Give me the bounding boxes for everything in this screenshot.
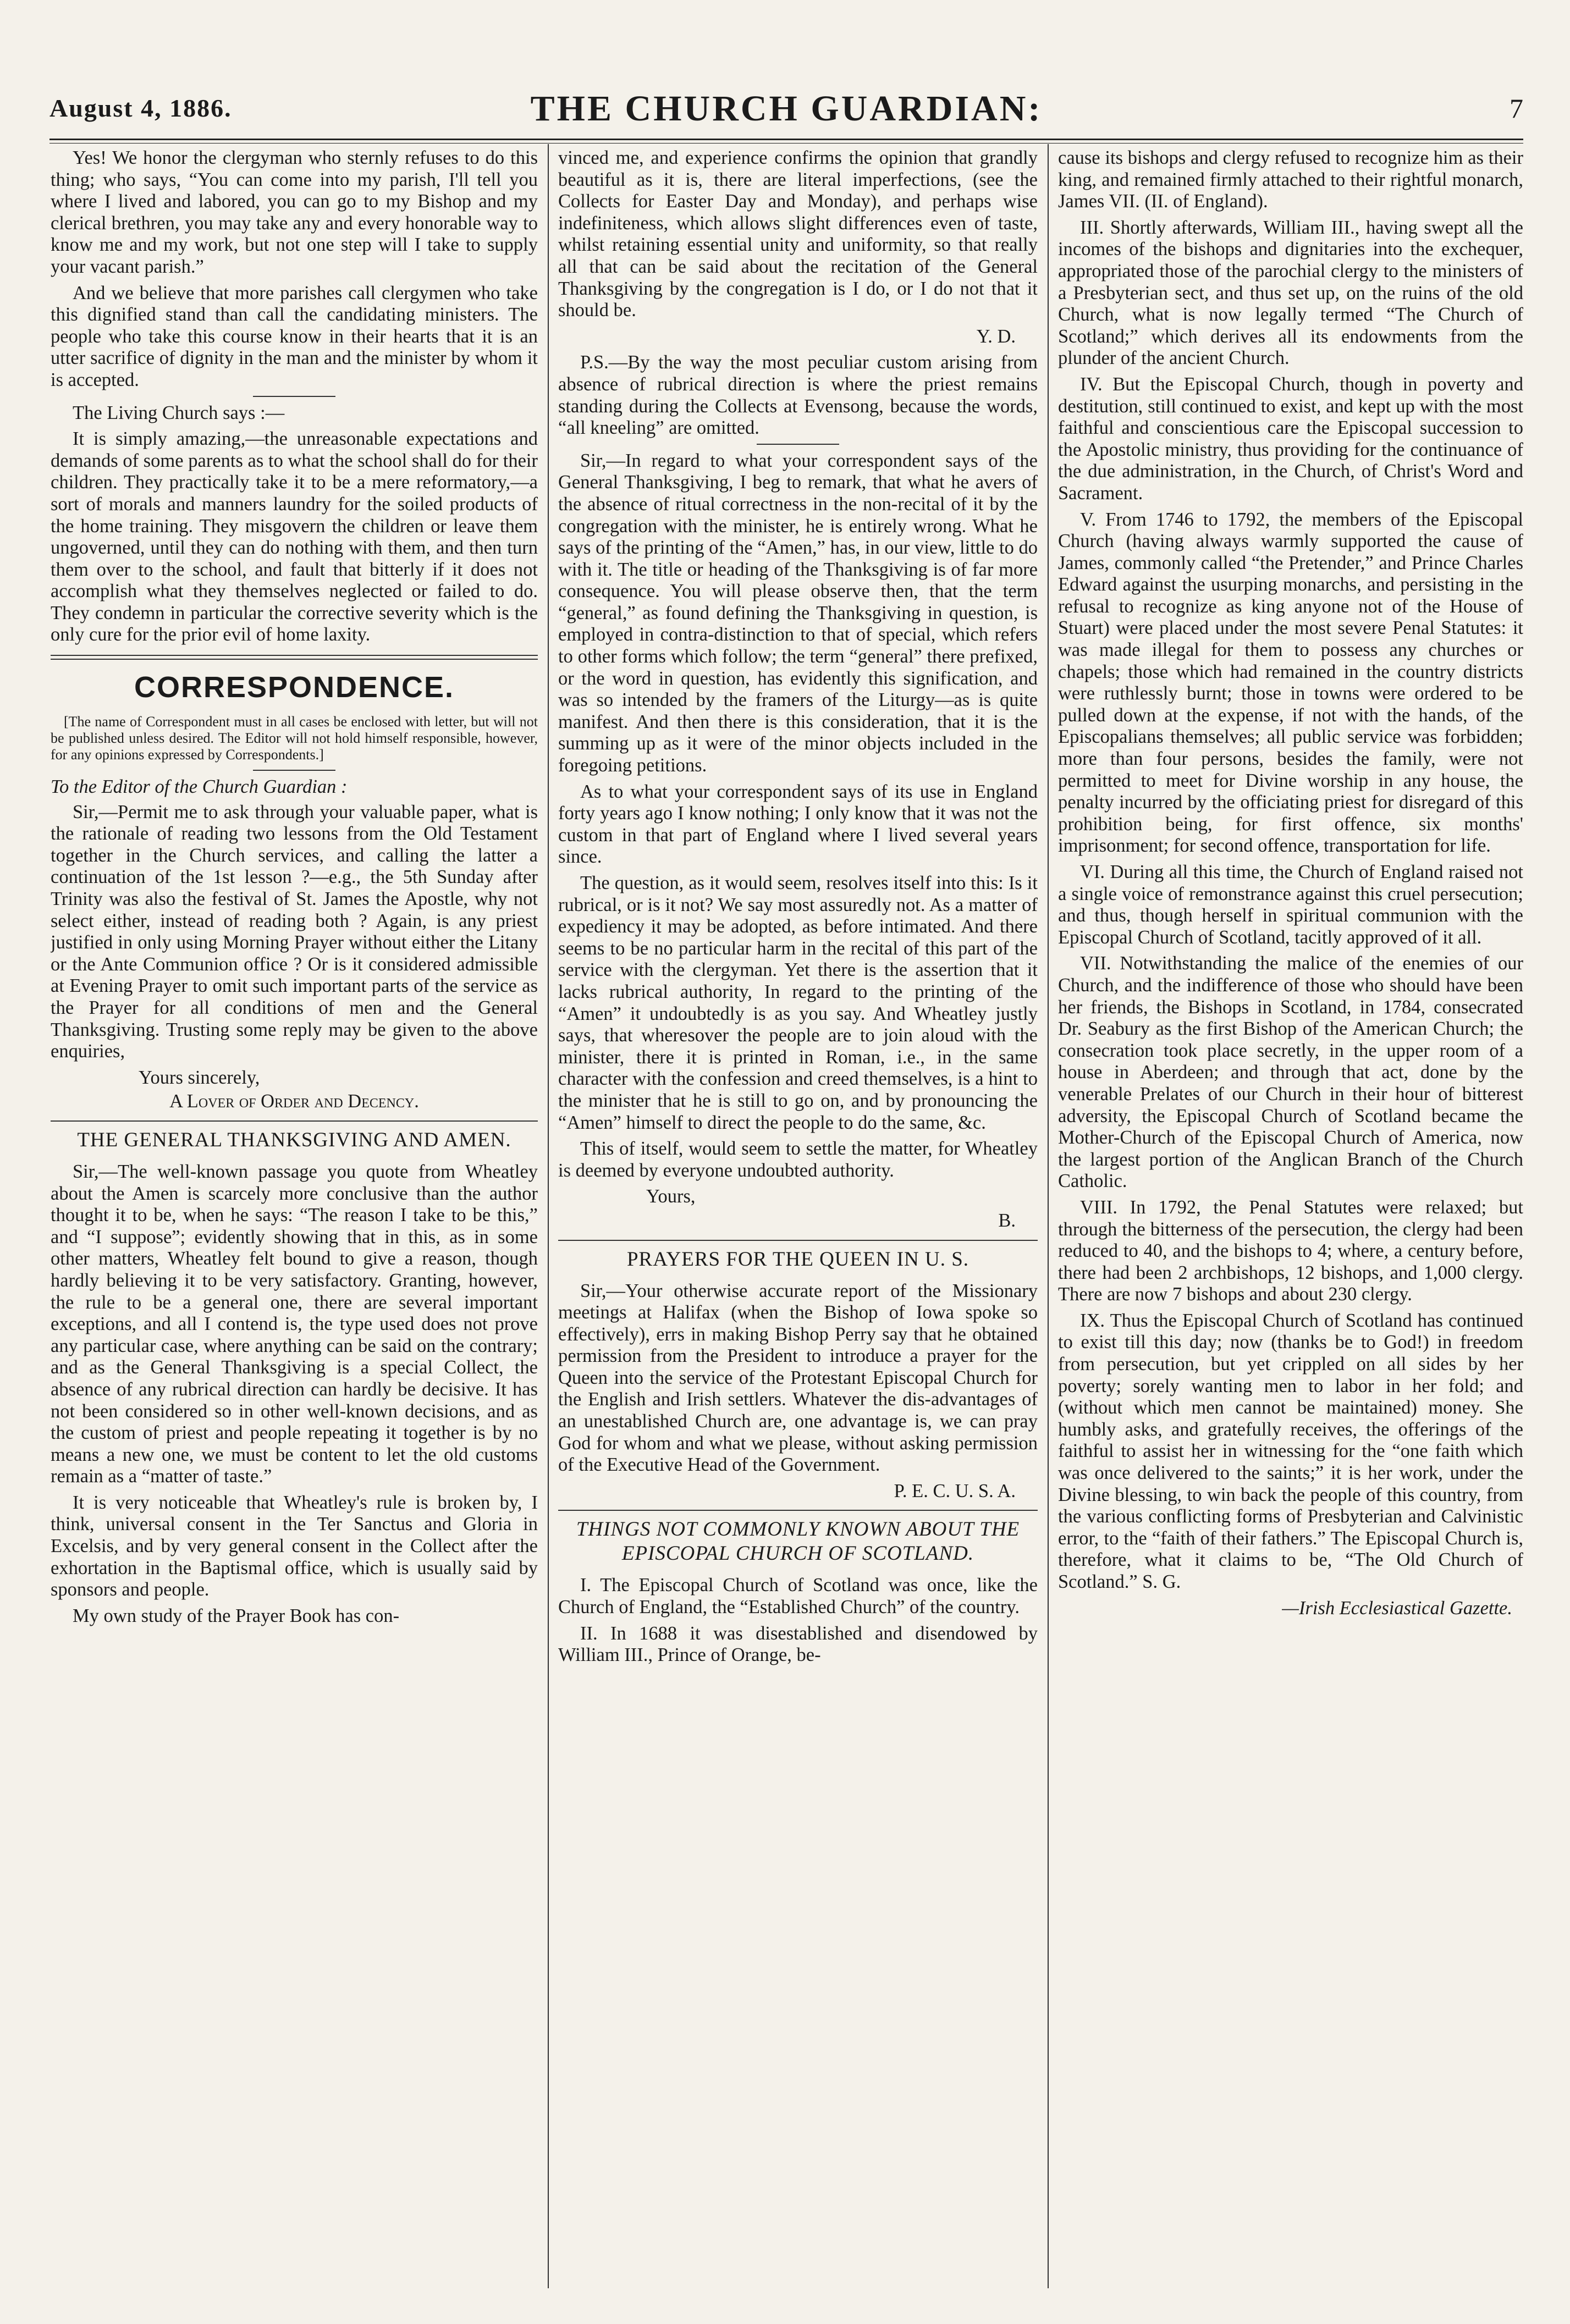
paragraph: vinced me, and experience confirms the opinion that grandly beautiful as it is, there are literal imperfections, (see the Collects for Easter Day and Monday), and perhaps wise indefiniteness, which allows slight differences even of taste, whilst retaining essential unity and uniformity, so that really all that can be said about the recitation of the General Thanksgiving by the congregation is I do, or I do not that it should be. [558,147,1038,321]
numbered-item: VII. Notwithstanding the malice of the enemies of our Church, and the indifference of those who should have been her friends, the Bishops in Scotland, in 1784, consecrated Dr. Seabury as the first Bishop of the American Church; the consecration took place secretly, in the upper room of a house in Aberdeen; and through that act, done by the venerable Prelates of our Church in their hour of bitterest adversity, the Episcopal Church of Scotland became the Mother-Church of the Episcopal Church of America, now the largest portion of the Anglican Branch of the Church Catholic. [1058,953,1523,1192]
letter-body: Sir,—In regard to what your correspondent says of the General Thanksgiving, I beg to remark, that what he avers of the absence of ritual correctness in the non-recital of it by the congregation with the minister, he is entirely wrong. What he says of the printing of the “Amen,” has, in our view, little to do with it. The title or heading of the Thanksgiving is of far more consequence. You will please observe then, that the term “general,” as found defining the Thanksgiving in question, is employed in contra-distinction to that of special, which refers to other forms which follow; the term “general” there prefixed, or the word in question, has evidently this signification, and was so intended by the framers of the Liturgy—as is quite manifest. And then there is this consideration, that it is the summing up as it were of the minor objects included in the foregoing petitions. [558,450,1038,776]
article-heading: THINGS NOT COMMONLY KNOWN ABOUT THE EPISCOPAL CHURCH OF SCOTLAND. [576,1518,1020,1565]
numbered-item: V. From 1746 to 1792, the members of the Episcopal Church (having always warmly supported the cause of James, commonly called “the Pretender,” and Prince Charles Edward against the usurping monarchs, and persisting in the refusal to recognize as king anyone not of the House of Stuart) were placed under the most severe Penal Statutes: it was made illegal for them to possess any churches or chapels; those which had remained in the country districts were ruthlessly burnt; those in towns were ordered to be pulled down at the expense, if not with the hands, of the Episcopalians themselves; all public service was forbidden; more than four persons, besides the family, were not permitted to meet for Divine worship in any house, the penalty incurred by the officiating priest for disregard of this prohibition being, for first offence, six months' imprisonment; for second offence, transportation for life. [1058,509,1523,857]
paragraph: It is simply amazing,—the unreasonable expectations and demands of some parents as to what the school shall do for their children. They practically take it to be a mere reformatory,—a sort of morals and manners laundry for the soiled products of the home training. They misgovern the children or leave them ungoverned, until they can do nothing with them, and then turn them over to the school, and fault that bitterly if it does not accomplish what they themselves neglected or failed to do. They condemn in particular the corrective severity which is the only cure for the prior evil of home laxity. [51,428,538,645]
paragraph: The question, as it would seem, resolves itself into this: Is it rubrical, or is it not? We say most assuredly not. As a matter of expediency it may be adopted, as before intimated. And there seems to be no particular harm in the recital of this part of the service with the clergyman. Yet there is the assertion that it lacks rubrical authority, In regard to the printing of the “Amen” it undoubtedly is as you say. And Wheatley justly says, that wheresover the people are to join aloud with the minister, there it is printed in Roman, i.e., in the same character with the confession and creed themselves, is a hint to the minister that he is still to go on, and by pronouncing the “Amen” himself to direct the people to do the same, &c. [558,873,1038,1133]
column-3 [1058,147,1523,2292]
numbered-item-continued: cause its bishops and clergy refused to recognize him as their king, and remained firmly attached to their rightful monarch, James VII. (II. of England). [1058,147,1523,212]
column-divider [548,144,549,2288]
paragraph: And we believe that more parishes call clergymen who take this dignified stand than call the candidating ministers. The people who take this course know in their hearts that it is an utter sacrifice of dignity in the man and the minister by whom it is accepted. [51,282,538,390]
column-2 [558,147,1038,2292]
paragraph: This of itself, would seem to settle the matter, for Wheatley is deemed by everyone undoubted authority. [558,1138,1038,1181]
numbered-item: III. Shortly afterwards, William III., having swept all the incomes of the bishops and dignitaries into the exchequer, appropriated those of the parochial clergy to the ministers of a Presbyterian sect, and thus set up, on the ruins of the old Church, what is now legally termed “The Church of Scotland;” which derives all its endowments from the plunder of the ancient Church. [1058,217,1523,369]
living-church-intro: The Living Church says :— [73,402,285,423]
column-divider [1048,144,1049,2288]
paragraph: My own study of the Prayer Book has con- [73,1605,400,1626]
numbered-item: II. In 1688 it was disestablished and disendowed by William III., Prince of Orange, be- [558,1622,1038,1666]
article-heading: THE GENERAL THANKSGIVING AND AMEN. [77,1128,511,1151]
letter-signature: A Lover of Order and Decency. [169,1091,419,1112]
numbered-item: IV. But the Episcopal Church, though in poverty and destitution, still continued to exist, and kept up with the most faithful and conscientious care the Episcopal succession to the Apostolic ministry, thus providing for the continuance of the due administration, in the Church, of Christ's Word and Sacrament. [1058,373,1523,504]
article-heading: PRAYERS FOR THE QUEEN IN U. S. [626,1247,969,1271]
letter-signoff: Yours sincerely, [139,1067,260,1088]
masthead [49,88,1523,137]
page-number: 7 [1510,93,1523,124]
column-1 [51,147,538,2292]
numbered-item: I. The Episcopal Church of Scotland was once, like the Church of England, the “Established Church” of the country. [558,1575,1038,1618]
correspondence-notice: [The name of Correspondent must in all cases be enclosed with letter, but will not be published unless desired. The Editor will not hold himself responsible, however, for any opinions expressed by Correspondents.] [51,714,538,763]
masthead-rule [49,139,1523,143]
issue-date: August 4, 1886. [49,94,232,122]
numbered-item: IX. Thus the Episcopal Church of Scotland has continued to exist till this day; now (thanks be to God!) in freedom from persecution, but yet crippled on all sides by her poverty; sorely wanting men to labor in her fold; and (without which men cannot be maintained) money. She humbly asks, and gratefully receives, the offerings of the faithful to assist her in witnessing for the “one faith which was once delivered to the saints;” it is her work, under the Divine blessing, to win back the people of this country, from the various conflicting forms of Presbyterian and Calvinistic error, to the “faith of their fathers.” The Episcopal Church is, therefore, what it claims to be, “The Old Church of Scotland.” S. G. [1058,1310,1523,1592]
numbered-item: VIII. In 1792, the Penal Statutes were relaxed; but through the bitterness of the persecution, the clergy had been reduced to 40, and the bishops to 4; where, a century before, there had been 2 archbishops, 12 bishops, and 1,000 clergy. There are now 7 bishops and about 230 clergy. [1058,1196,1523,1305]
letter-signature: P. E. C. U. S. A. [894,1480,1016,1502]
divider [51,655,538,660]
correspondence-heading: CORRESPONDENCE. [134,671,455,704]
paragraph: Yes! We honor the clergyman who sternly refuses to do this thing; who says, “You can come into my parish, I'll tell you where I lived and labored, you can go to my Bishop and my clerical brethren, you may take any and every honorable way to know me and my work, but not one step will I take to supply your vacant parish.” [51,147,538,277]
letter-body: Sir,—Permit me to ask through your valuable paper, what is the rationale of reading two lessons from the Old Testament together in the Church services, and calling the latter a continuation of the 1st lesson ?—e.g., the 5th Sunday after Trinity was also the festival of St. James the Apostle, why not select either, instead of reading both ? Again, is any priest justified in only using Morning Prayer without either the Litany or the Ante Communion office ? Or is it considered admissible at Evening Prayer to omit such important parts of the service as the Prayer for all conditions of men and the General Thanksgiving. Trusting some reply may be given to the above enquiries, [51,801,538,1062]
postscript: P.S.—By the way the most peculiar custom arising from absence of rubrical direction is where the priest remains standing during the Collects at Evensong, because the words, “all kneeling” are omitted. [558,352,1038,439]
divider [558,1240,1038,1241]
divider [558,1510,1038,1511]
letter-body: Sir,—Your otherwise accurate report of the Missionary meetings at Halifax (when the Bishop of Iowa spoke so effectively), errs in making Bishop Perry say that he obtained permission from the President to introduce a prayer for the Queen into the service of the Protestant Episcopal Church for the English and Irish settlers. Whatever the dis-advantages of an unestablished Church are, one advantage is, we can pray God for whom and what we please, without asking permission of the Executive Head of the Government. [558,1280,1038,1476]
paragraph: As to what your correspondent says of its use in England forty years ago I know nothing; I only know that it was not the custom in that part of England where I lived several years since. [558,781,1038,868]
numbered-item: VI. During all this time, the Church of England raised not a single voice of remonstrance against this cruel persecution; and thus, though herself in spiritual communion with the Episcopal Church of Scotland, tacitly approved of it all. [1058,862,1523,948]
paragraph: Sir,—The well-known passage you quote from Wheatley about the Amen is scarcely more conclusive than the author thought it to be, when he says: “The reason I take to be this,” and “I suppose”; evidently showing that in this, as in some other matters, Wheatley felt bound to give a reason, though hardly believing it to be very satisfactory. Granting, however, the rule to be a general one, there are several important exceptions, and all I contend is, the type used does not prove any particular case, where anything can be said on the contrary; and as the General Thanksgiving is a special Collect, the absence of any rubrical direction can hardly be decisive. It has not been considered so in other well-known decisions, and as the custom of priest and people repeating it together is by no means a new one, we must be content to let the old customs remain as a “matter of taste.” [51,1161,538,1487]
divider [253,396,335,397]
divider [253,770,335,771]
newspaper-title: THE CHURCH GUARDIAN: [530,89,1043,129]
to-editor-line: To the Editor of the Church Guardian : [51,776,348,798]
paragraph: It is very noticeable that Wheatley's rule is broken by, I think, universal consent in the Ter Sanctus and Gloria in Excelsis, and by very general consent in the Collect after the exhortation in the Baptismal office, which is usually said by sponsors and people. [51,1492,538,1600]
letter-signature: Y. D. [976,325,1016,347]
divider [51,1120,538,1122]
source-attribution: —Irish Ecclesiastical Gazette. [1282,1597,1512,1619]
letter-signoff: Yours, [646,1186,696,1207]
divider [757,444,839,445]
letter-signature: B. [998,1210,1016,1231]
